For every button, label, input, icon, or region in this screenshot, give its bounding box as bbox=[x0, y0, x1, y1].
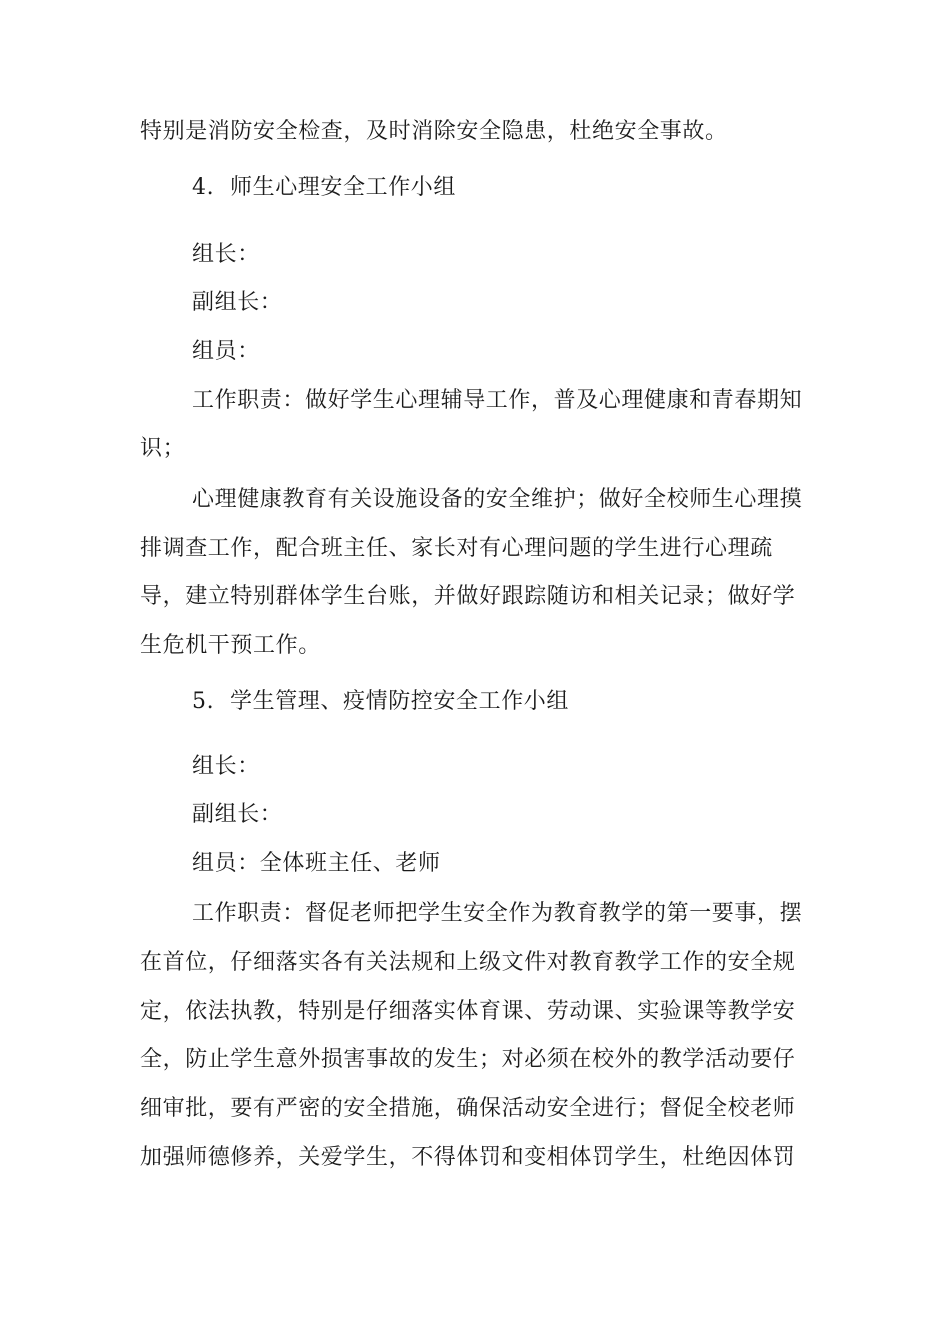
duties-line: 工作职责：督促老师把学生安全作为教育教学的第一要事，摆 bbox=[192, 901, 803, 926]
paragraph-line: 识； bbox=[140, 436, 186, 461]
paragraph-line: 特别是消防安全检查，及时消除安全隐患，杜绝安全事故。 bbox=[140, 119, 728, 144]
paragraph-line: 排调查工作，配合班主任、家长对有心理问题的学生进行心理疏 bbox=[140, 536, 773, 561]
section-number: 4. bbox=[192, 175, 215, 200]
section-number: 5. bbox=[192, 689, 215, 714]
deputy-leader-label: 副组长： bbox=[192, 290, 283, 315]
leader-label: 组长： bbox=[192, 242, 260, 267]
section-title: 师生心理安全工作小组 bbox=[230, 175, 457, 200]
deputy-leader-label: 副组长： bbox=[192, 802, 283, 827]
paragraph-line: 在首位，仔细落实各有关法规和上级文件对教育教学工作的安全规 bbox=[140, 950, 796, 975]
section-heading bbox=[192, 687, 892, 717]
members-label: 组员： bbox=[192, 339, 260, 364]
members-label: 组员：全体班主任、老师 bbox=[192, 851, 441, 876]
paragraph-line: 细审批，要有严密的安全措施，确保活动安全进行；督促全校老师 bbox=[140, 1096, 796, 1121]
paragraph-line: 加强师德修养，关爱学生，不得体罚和变相体罚学生，杜绝因体罚 bbox=[140, 1145, 796, 1170]
leader-label: 组长： bbox=[192, 754, 260, 779]
paragraph-line: 定，依法执教，特别是仔细落实体育课、劳动课、实验课等教学安 bbox=[140, 999, 796, 1024]
section-heading bbox=[192, 173, 892, 203]
duties-line: 工作职责：做好学生心理辅导工作，普及心理健康和青春期知 bbox=[192, 388, 803, 413]
paragraph-line: 生危机干预工作。 bbox=[140, 633, 321, 658]
paragraph-line: 导，建立特别群体学生台账，并做好跟踪随访和相关记录；做好学 bbox=[140, 584, 796, 609]
section-title: 学生管理、疫情防控安全工作小组 bbox=[230, 689, 570, 714]
paragraph-line: 心理健康教育有关设施设备的安全维护；做好全校师生心理摸 bbox=[192, 487, 803, 512]
paragraph-line: 全，防止学生意外损害事故的发生；对必须在校外的教学活动要仔 bbox=[140, 1047, 796, 1072]
